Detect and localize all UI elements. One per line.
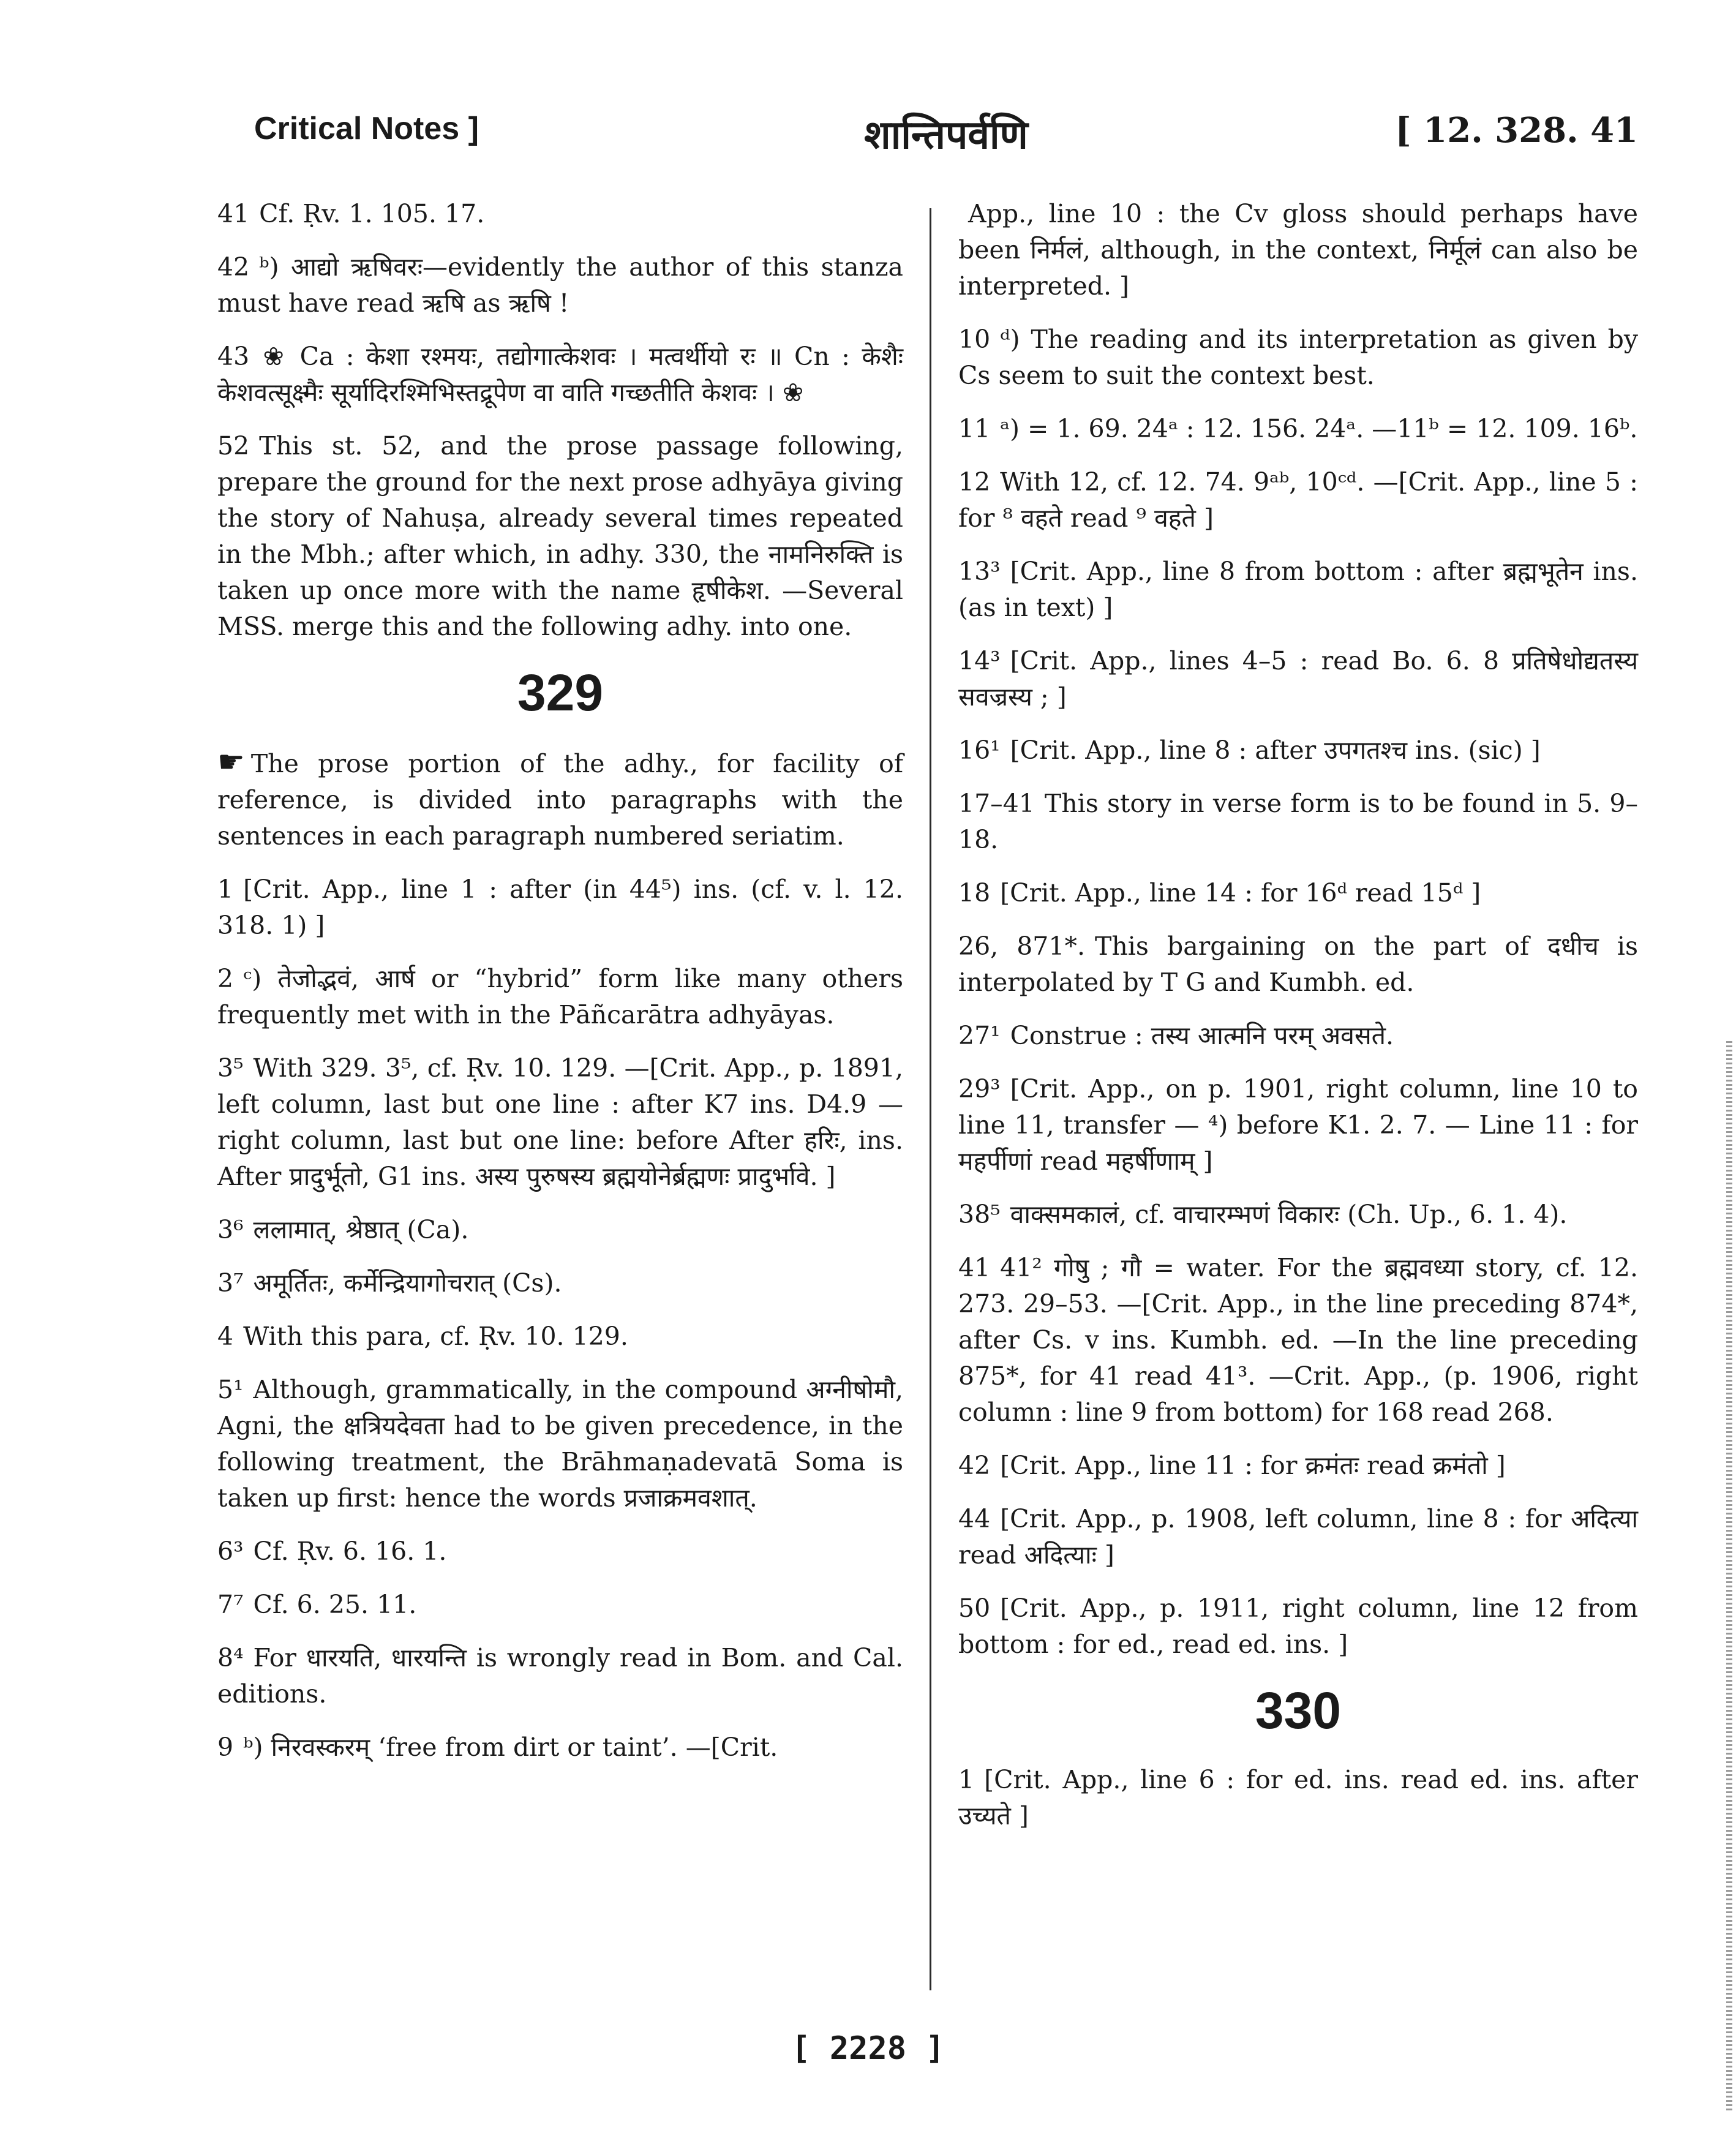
note-text: ᵈ) The reading and its interpretation as given by Cs seem to suit the context best.: [958, 325, 1638, 390]
right-notes-before: [958, 196, 1638, 1663]
note-text: Cf. Ṛv. 6. 16. 1.: [253, 1537, 447, 1566]
note-number: 12: [958, 467, 991, 497]
note-entry: [217, 196, 903, 232]
adhyaya-heading-330: 330: [1255, 1682, 1342, 1739]
note-number: 7⁷: [217, 1590, 244, 1619]
note-entry: [217, 1587, 903, 1623]
note-number: 42: [958, 1451, 991, 1480]
note-entry: [217, 339, 903, 411]
note-text: App., line 10 : the Cv gloss should perhaps have been निर्मलं, although, in the context, निर्मूलं can also be interpreted. ]: [958, 199, 1638, 301]
right-notes-after: [958, 1762, 1638, 1834]
note-entry: [217, 1729, 903, 1766]
note-entry: [217, 1212, 903, 1248]
note-text: This bargaining on the part of दधीच is interpolated by T G and Kumbh. ed.: [958, 931, 1638, 997]
note-number: 42: [217, 252, 250, 282]
note-text: This st. 52, and the prose passage following, prepare the ground for the next prose adhyāya giving the story of Nahuṣa, already several times repeated in the Mbh.; after which, in adhy. 330, the नामनिरुक्ति is taken up once more with the name हृषीकेश. —Several MSS. merge this and the following adhy. into one.: [217, 431, 903, 641]
note-entry: [217, 961, 903, 1033]
note-number: 14³: [958, 646, 1001, 675]
note-number: 8⁴: [217, 1643, 244, 1673]
note-number: 9: [217, 1733, 234, 1762]
note-text: [Crit. App., line 1 : after (in 44⁵) ins. (cf. v. l. 12. 318. 1) ]: [217, 875, 903, 940]
note-entry: [958, 1250, 1638, 1431]
header-section-label: Critical Notes ]: [254, 111, 479, 146]
note-entry: [217, 1372, 903, 1516]
note-entry: [217, 1050, 903, 1195]
note-number: 3⁷: [217, 1268, 244, 1298]
note-number: 3⁶: [217, 1215, 244, 1244]
note-number: 6³: [217, 1537, 244, 1566]
note-number: 1: [958, 1765, 975, 1794]
note-number: 2: [217, 964, 234, 993]
note-entry: [958, 786, 1638, 858]
note-text: This story in verse form is to be found in 5. 9–18.: [958, 789, 1638, 854]
note-text: [Crit. App., p. 1908, left column, line 8 : for अदित्या read अदित्याः ]: [958, 1504, 1638, 1570]
note-entry: [958, 1018, 1638, 1054]
note-text: Cf. Ṛv. 1. 105. 17.: [259, 199, 485, 228]
note-text: [Crit. App., line 6 : for ed. ins. read ed. ins. after उच्यते ]: [958, 1765, 1638, 1831]
note-text: Although, grammatically, in the compound अग्नीषोमौ, Agni, the क्षत्रियदेवता had to be given precedence, in the following treatment, the Brāhmaṇadevatā Soma is taken up first: hence the words प्रजाक्रमवशात्.: [217, 1375, 903, 1513]
note-entry: [958, 1590, 1638, 1663]
adhyaya-heading-329: 329: [517, 664, 604, 721]
note-text: For धारयति, धारयन्ति is wrongly read in Bom. and Cal. editions.: [217, 1643, 903, 1709]
note-entry: [958, 1762, 1638, 1834]
note-number: 1: [217, 875, 234, 904]
note-text: Construe : तस्य आत्मनि परम् अवसते.: [1010, 1021, 1394, 1050]
note-entry: [217, 428, 903, 645]
note-number: 10: [958, 325, 991, 354]
note-number: 18: [958, 878, 991, 908]
note-number: 3⁵: [217, 1053, 244, 1083]
note-entry: [958, 1071, 1638, 1180]
note-number: 41: [958, 1253, 991, 1282]
note-entry: [958, 928, 1638, 1001]
left-notes-after: [217, 871, 903, 1766]
note-text: अमूर्तितः, कर्मेन्द्रियागोचरात् (Cs).: [253, 1268, 562, 1298]
note-number: 17–41: [958, 789, 1035, 818]
note-number: 4: [217, 1322, 234, 1351]
note-entry: [958, 196, 1638, 304]
page-edge-strip: [1726, 1041, 1732, 2113]
note-entry: [958, 554, 1638, 626]
note-number: 16¹: [958, 736, 1001, 765]
note-text: 41² गोषु ; गौ = water. For the ब्रह्मवध्या story, cf. 12. 273. 29–53. —[Crit. App., in the line preceding 874*, after Cs. v ins. Kumbh. ed. —In the line preceding 875*, for 41 read 41³. —Crit. App., (p. 1906, right column : line 9 from bottom) for 168 read 268.: [958, 1253, 1638, 1427]
note-text: ᵇ) आद्यो ऋषिवरः—evidently the author of this stanza must have read ऋषि as ऋषि !: [217, 252, 903, 318]
note-number: 52: [217, 431, 250, 461]
note-entry: [217, 249, 903, 322]
note-entry: [958, 643, 1638, 715]
note-number: 5¹: [217, 1375, 244, 1404]
note-text: Cf. 6. 25. 11.: [253, 1590, 417, 1619]
note-entry: [958, 1448, 1638, 1484]
note-entry: [217, 1640, 903, 1712]
note-text: [Crit. App., on p. 1901, right column, line 10 to line 11, transfer — ⁴) before K1. 2. 7. — Line 11 : for महर्पीणां read महर्षीणाम् ]: [958, 1074, 1638, 1176]
note-text: वाक्समकालं, cf. वाचारम्भणं विकारः (Ch. Up., 6. 1. 4).: [1010, 1200, 1568, 1229]
note-text: [Crit. App., line 8 from bottom : after ब्रह्मभूतेन ins. (as in text) ]: [958, 557, 1638, 622]
prose-portion-note: [217, 744, 903, 854]
note-text: ᶜ) तेजोद्भवं, आर्ष or “hybrid” form like many others frequently met with in the Pāñcarātra adhyāyas.: [217, 964, 903, 1029]
note-text: With 329. 3⁵, cf. Ṛv. 10. 129. —[Crit. App., p. 1891, left column, last but one line : after K7 ins. D4.9 — right column, last but one line: before After हरिः, ins. After प्रादुर्भूतो, G1 ins. अस्य पुरुषस्य ब्रह्मयोनेर्ब्रह्मणः प्रादुर्भावे. ]: [217, 1053, 903, 1191]
note-text: With 12, cf. 12. 74. 9ᵃᵇ, 10ᶜᵈ. —[Crit. App., line 5 : for ⁸ वहते read ⁹ वहते ]: [958, 467, 1638, 533]
note-text: With this para, cf. Ṛv. 10. 129.: [243, 1322, 628, 1351]
note-entry: [958, 875, 1638, 911]
note-entry: [217, 871, 903, 944]
note-text: ᵇ) निरवस्करम् ‘free from dirt or taint’. —[Crit.: [243, 1733, 778, 1762]
prose-portion-text: The prose portion of the adhy., for facility of reference, is divided into paragraphs with the sentences in each paragraph numbered seriatim.: [217, 749, 903, 851]
note-text: ललामात्, श्रेष्ठात् (Ca).: [253, 1215, 469, 1244]
note-number: 11: [958, 414, 991, 443]
running-header: [254, 110, 1638, 165]
note-entry: [217, 1319, 903, 1355]
note-entry: [958, 732, 1638, 769]
note-entry: [958, 322, 1638, 394]
left-column: [217, 196, 903, 1783]
note-text: ❀ Ca : केशा रश्मयः, तद्योगात्केशवः । मत्वर्थीयो रः ॥ Cn : केशैः केशवत्सूक्ष्मैः सूर्यादिरश्मिभिस्तद्रूपेण वा वाति गच्छतीति केशवः । ❀: [217, 342, 903, 407]
note-entry: [958, 464, 1638, 536]
note-text: [Crit. App., p. 1911, right column, line 12 from bottom : for ed., read ed. ins. ]: [958, 1594, 1638, 1659]
note-text: [Crit. App., line 11 : for क्रमंतः read क्रमंतो ]: [1000, 1451, 1506, 1480]
note-entry: [217, 1533, 903, 1570]
note-number: 50: [958, 1594, 991, 1623]
pointing-hand-icon: ☛: [217, 744, 245, 780]
note-text: [Crit. App., line 14 : for 16ᵈ read 15ᵈ ]: [1000, 878, 1481, 908]
note-entry: [958, 1197, 1638, 1233]
note-entry: [958, 411, 1638, 447]
header-verse-reference: [ 12. 328. 41: [1395, 110, 1638, 151]
left-notes-before: [217, 196, 903, 645]
note-text: [Crit. App., lines 4–5 : read Bo. 6. 8 प्रतिषेधोद्यतस्य सवज्रस्य ; ]: [958, 646, 1638, 712]
right-column: [958, 196, 1638, 1851]
note-text: [Crit. App., line 8 : after उपगतश्च ins. (sic) ]: [1010, 736, 1541, 765]
note-number: 27¹: [958, 1021, 1001, 1050]
note-entry: [958, 1501, 1638, 1573]
header-parvan-title: शान्तिपर्वणि: [864, 112, 1028, 158]
note-number: 44: [958, 1504, 991, 1533]
note-number: 26, 871*.: [958, 931, 1086, 961]
note-number: 38⁵: [958, 1200, 1001, 1229]
note-number: 43: [217, 342, 250, 371]
note-number: 41: [217, 199, 250, 228]
note-number: 13³: [958, 557, 1001, 586]
note-entry: [217, 1265, 903, 1301]
column-divider: [930, 208, 931, 1990]
page-number: [ 2228 ]: [791, 2030, 945, 2067]
note-number: 29³: [958, 1074, 1001, 1104]
note-text: ᵃ) = 1. 69. 24ᵃ : 12. 156. 24ᵃ. —11ᵇ = 12. 109. 16ᵇ.: [1000, 414, 1638, 443]
